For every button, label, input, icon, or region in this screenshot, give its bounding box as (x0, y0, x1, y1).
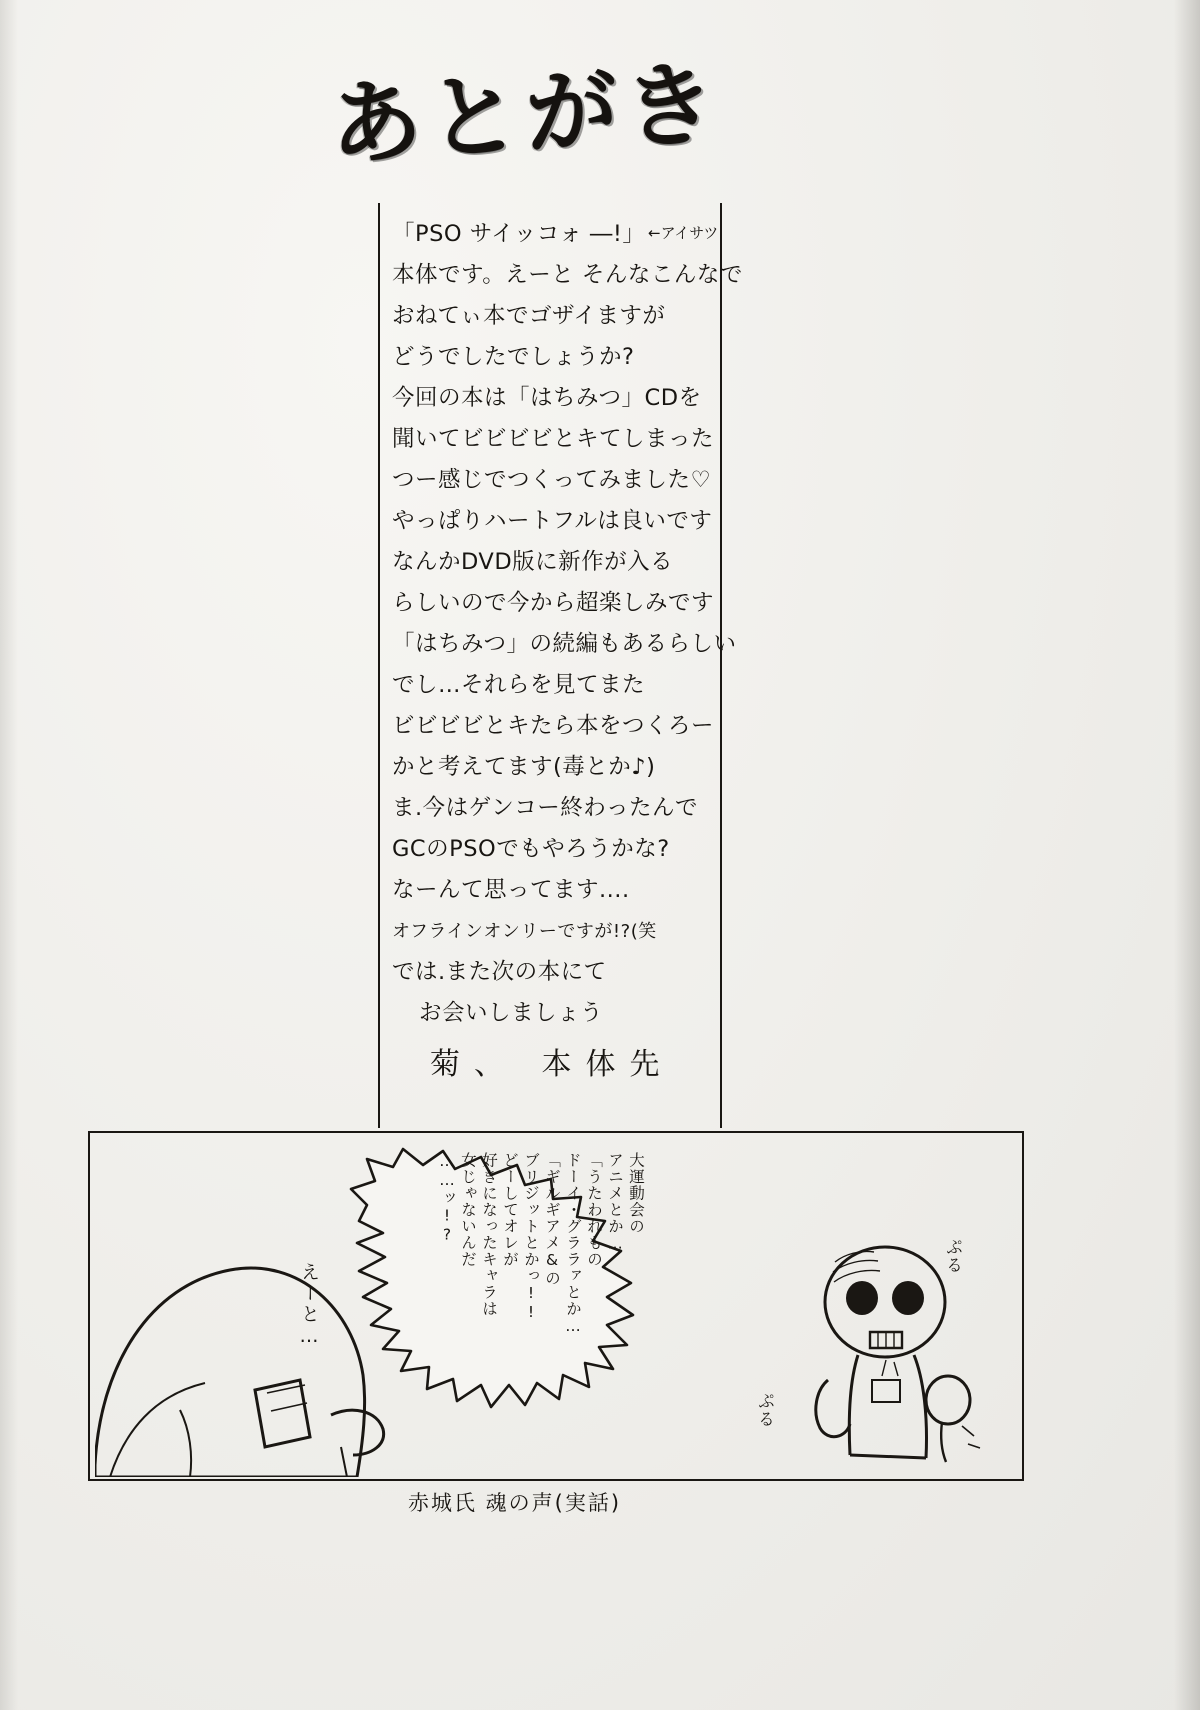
balloon-text (352, 1152, 644, 1424)
afterword-line: 聞いてビビビビとキてしまった (392, 426, 715, 452)
afterword-line: つー感じでつくってみました♡ (392, 467, 712, 493)
balloon-line: ドーイ・グララァとか… (564, 1152, 582, 1336)
afterword-line: なんかDVD版に新作が入る (392, 549, 674, 575)
afterword-line: らしいので今から超楽しみです (392, 590, 715, 616)
afterword-line: オフラインオンリーですが!?(笑 (392, 921, 657, 942)
page-title: あとがき (327, 50, 725, 180)
sfx-text: ぷる (942, 1238, 962, 1274)
afterword-body (392, 214, 743, 1085)
afterword-line: どうでしたでしょうか? (392, 344, 635, 370)
signature: 菊、 本体先 (430, 1047, 674, 1082)
balloon-line: 女じゃないんだ (459, 1152, 477, 1268)
afterword-line: かと考えてます(毒とか♪) (392, 754, 656, 780)
afterword-line: ビビビビとキたら本をつくろー (392, 713, 715, 739)
afterword-line: おねてぃ本でゴザイますが (392, 303, 666, 329)
balloon-line: 「ギルギアメ&の (543, 1152, 561, 1287)
afterword-line: でし…それらを見てまた (392, 672, 646, 698)
balloon-line: ……ッ!? (438, 1152, 456, 1245)
afterword-line: 「PSO サイッコォ ―!」 (392, 221, 646, 247)
panel-caption: 赤城氏 魂の声(実話) (408, 1491, 622, 1515)
afterword-line: GCのPSOでもやろうかな? (392, 836, 670, 862)
afterword-line: では.また次の本にて (392, 959, 607, 985)
afterword-line: 本体です。えーと そんなこんなで (392, 262, 743, 288)
afterword-line: やっぱりハートフルは良いです (392, 508, 713, 534)
sfx-text: ぷる (754, 1392, 774, 1428)
side-character-illustration (790, 1240, 990, 1470)
balloon-line: アニメとか… (606, 1152, 624, 1254)
balloon-line: 「うたわれもの (585, 1152, 603, 1268)
afterword-line: お会いしましょう (396, 1000, 604, 1026)
afterword-line: なーんて思ってます.... (392, 877, 630, 903)
afterword-line: ま.今はゲンコー終わったんで (392, 795, 698, 821)
mutter-text: えーと… (298, 1262, 320, 1349)
balloon-line: ブリジットとかっ!! (522, 1152, 540, 1322)
balloon-line: どーしてオレが (501, 1152, 519, 1268)
afterword-line: 今回の本は「はちみつ」CDを (392, 385, 702, 411)
greeting-annotation: ←アイサツ (648, 224, 719, 242)
afterword-line: 「はちみつ」の続編もあるらしい (392, 631, 737, 657)
balloon-line: 好きになったキャラは (480, 1152, 498, 1317)
balloon-line: 大運動会の (627, 1152, 645, 1235)
